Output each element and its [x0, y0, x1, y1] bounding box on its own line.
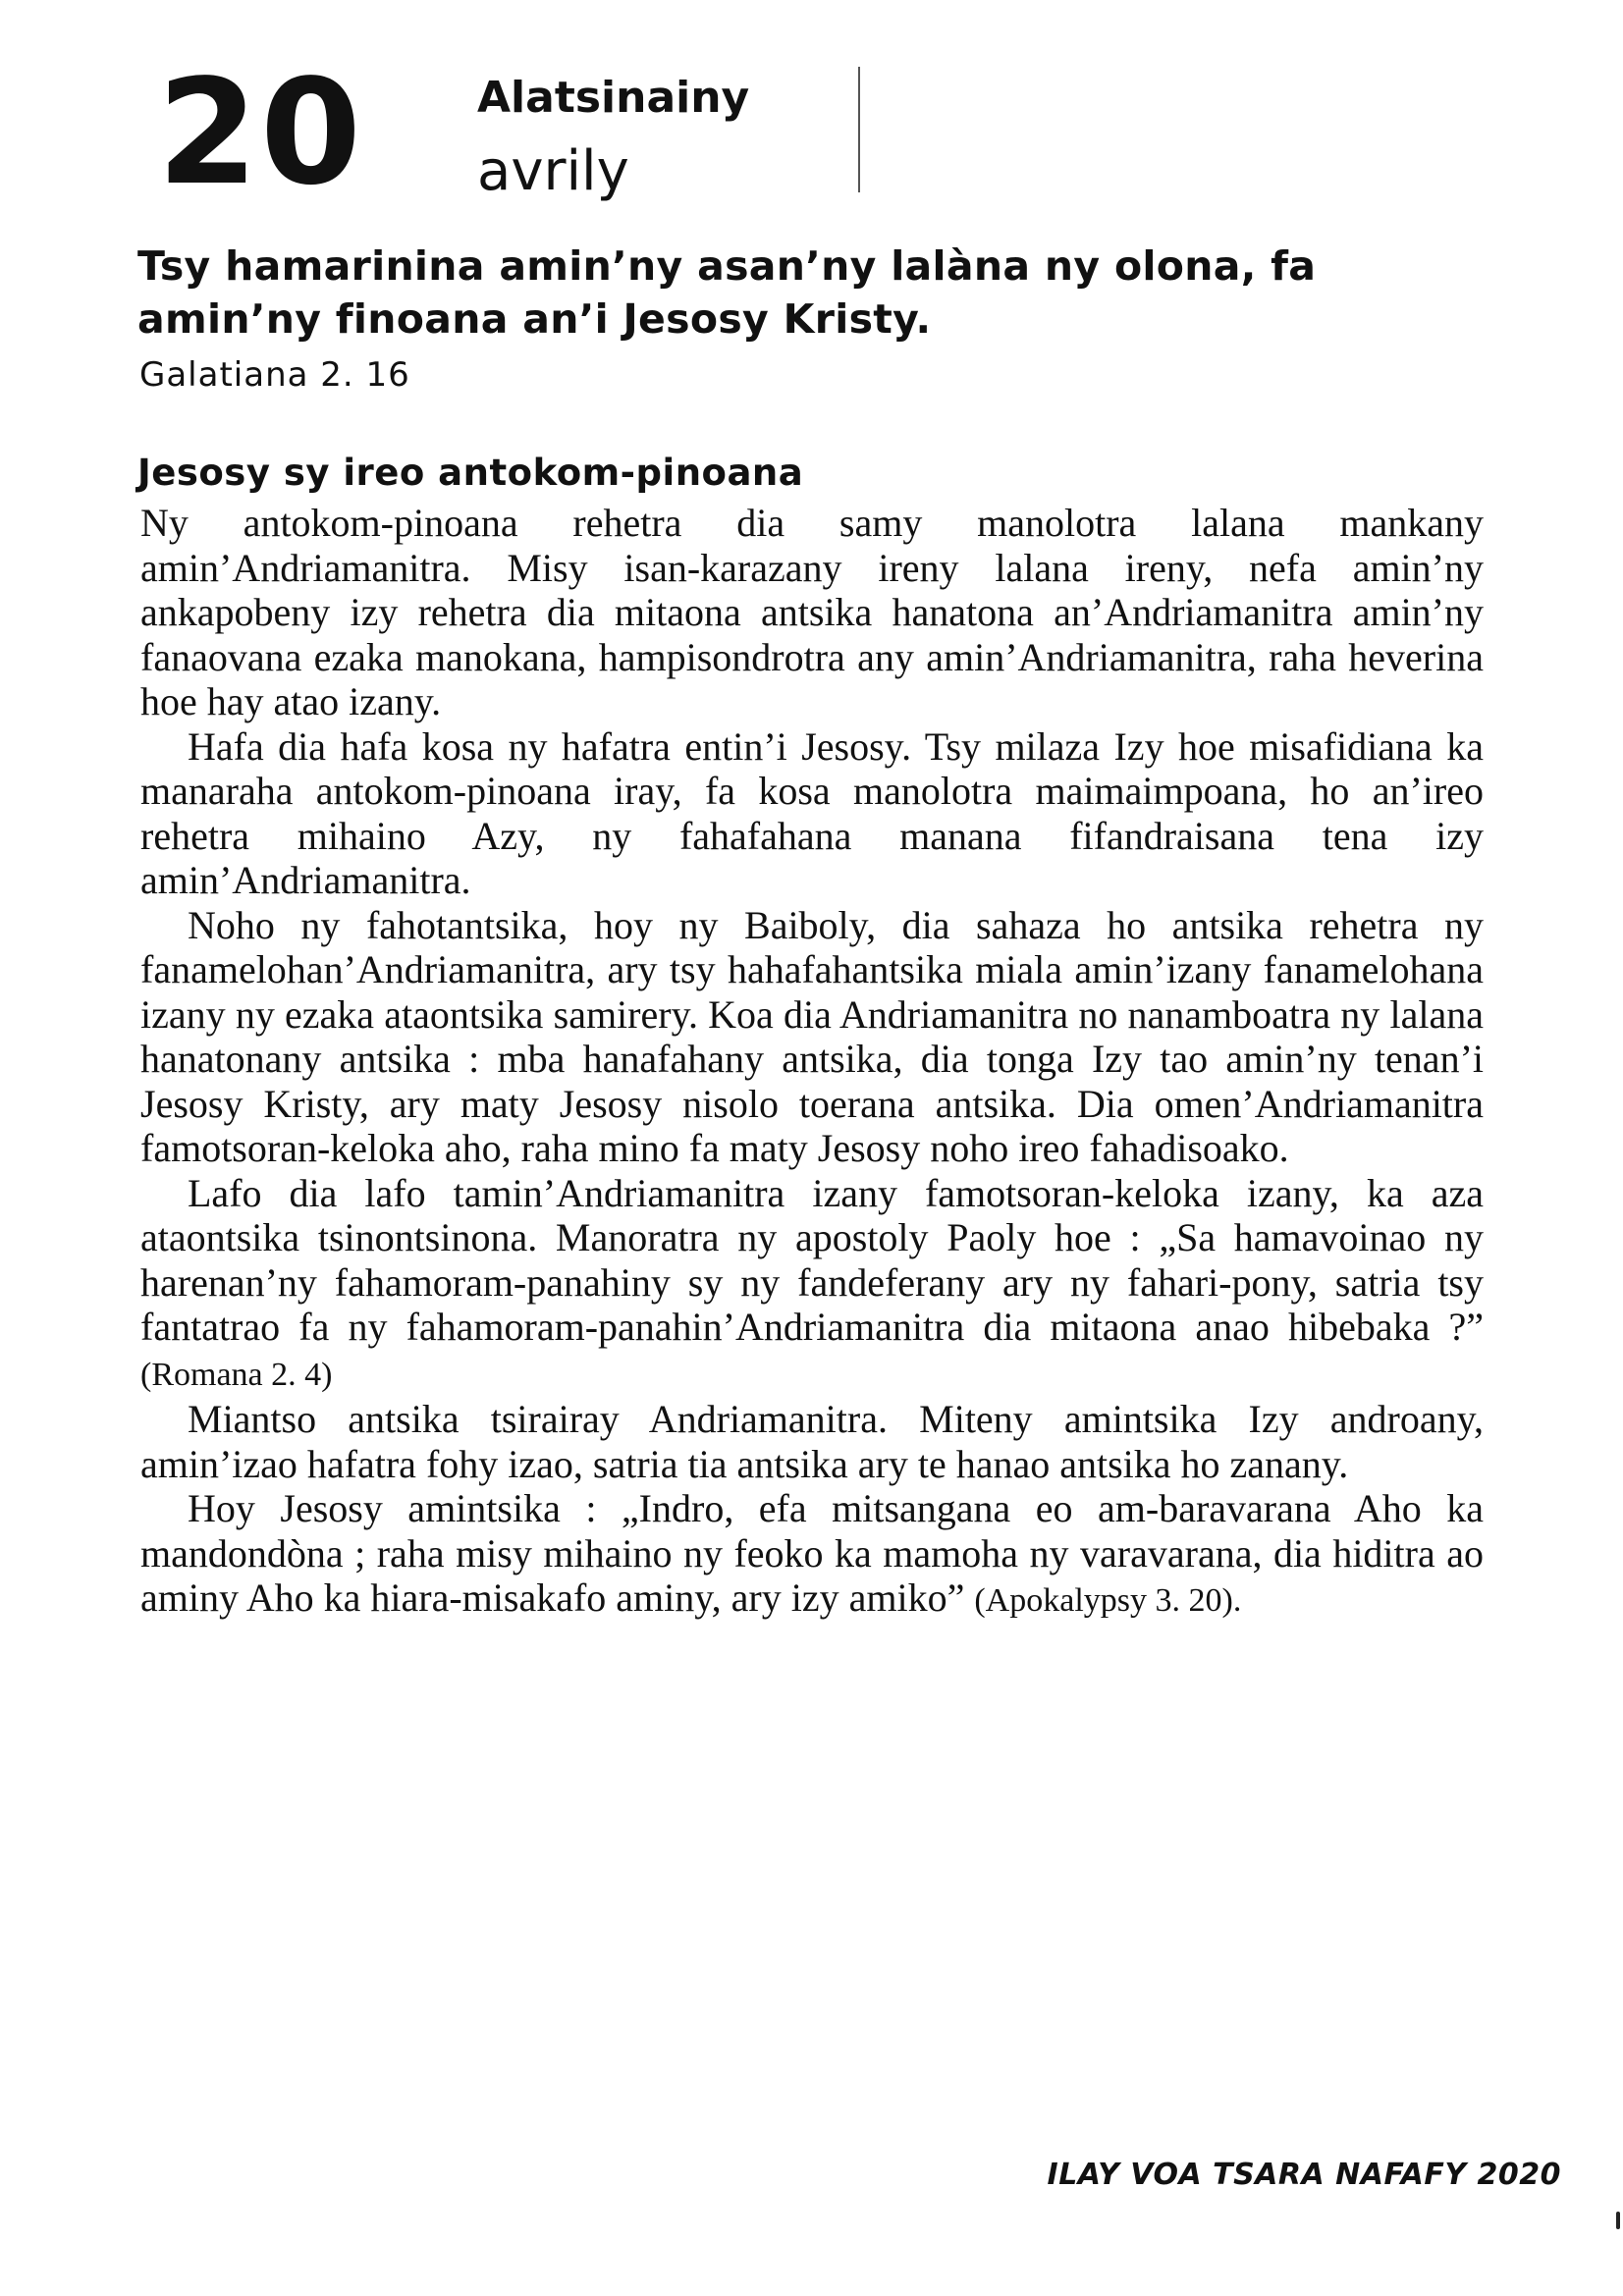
daily-verse: Tsy hamarinina amin’ny asan’ny lalàna ny olona, fa amin’ny finoana an’i Jesosy Kristy.	[137, 242, 1317, 343]
devotion-body	[140, 501, 1484, 1624]
scripture-reference: (Apokalypsy 3. 20).	[974, 1582, 1242, 1619]
paragraph-text: Noho ny fahotantsika, hoy ny Baiboly, dia sahaza ho antsika rehetra ny fanamelohan’Andriamanitra, ary tsy hahafahantsika miala amin’izany fanamelohana izany ny ezaka ataontsika samirery. Koa dia Andriamanitra no nanamboatra ny lalana hanatonany antsika : mba hanafahany antsika, dia tonga Izy tao amin’ny tenan’i Jesosy Kristy, ary maty Jesosy nisolo toerana antsika. Dia omen’Andriamanitra famotsoran-keloka aho, raha mino fa maty Jesosy noho ireo fahadisoako.	[140, 902, 1484, 1170]
devotion-title: Jesosy sy ireo antokom-pinoana	[137, 452, 804, 494]
paragraph	[140, 724, 1484, 903]
paragraph	[140, 501, 1484, 724]
paragraph-text: Ny antokom-pinoana rehetra dia samy manolotra lalana mankany amin’Andriamanitra. Misy isan-karazany ireny lalana ireny, nefa amin’ny ankapobeny izy rehetra dia mitaona antsika hanatona an’Andriamanitra amin’ny fanaovana ezaka manokana, hampisondrotra any amin’Andriamanitra, raha heverina hoe hay atao izany.	[140, 501, 1484, 723]
paragraph-text: Hafa dia hafa kosa ny hafatra entin’i Jesosy. Tsy milaza Izy hoe misafidiana ka manaraha antokom-pinoana iray, fa kosa manolotra maimaimpoana, ho an’ireo rehetra mihaino Azy, ny fahafahana manana fifandraisana tena izy amin’Andriamanitra.	[140, 723, 1484, 902]
weekday-label: Alatsinainy	[477, 73, 750, 123]
header-divider	[858, 67, 860, 192]
date-header	[157, 48, 864, 217]
verse-reference: Galatiana 2. 16	[139, 355, 410, 395]
month-label: avrily	[477, 139, 629, 203]
scripture-reference: (Romana 2. 4)	[140, 1356, 333, 1393]
paragraph	[140, 1486, 1484, 1624]
day-number: 20	[157, 48, 363, 217]
paragraph	[140, 1397, 1484, 1486]
page-edge-mark	[1616, 2212, 1620, 2229]
paragraph-text: Lafo dia lafo tamin’Andriamanitra izany famotsoran-keloka izany, ka aza ataontsika tsinontsinona. Manoratra ny apostoly Paoly hoe : „Sa hamavoinao ny harenan’ny fahamoram-panahiny sy ny fandeferany ary ny fahari-pony, satria tsy fantatrao fa ny fahamoram-panahin’Andriamanitra dia mitaona anao hibebaka ?”	[140, 1170, 1484, 1349]
paragraph-text: Hoy Jesosy amintsika : „Indro, efa mitsangana eo am-baravarana Aho ka mandondòna ; raha misy mihaino ny feoko ka mamoha ny varavarana, dia hiditra ao aminy Aho ka hiara-misakafo aminy, ary izy amiko”	[140, 1486, 1484, 1620]
paragraph	[140, 903, 1484, 1171]
paragraph-text: Miantso antsika tsirairay Andriamanitra. Miteny amintsika Izy androany, amin’izao hafatra fohy izao, satria tia antsika ary te hanao antsika ho zanany.	[140, 1397, 1484, 1486]
paragraph	[140, 1171, 1484, 1398]
publication-footer: ILAY VOA TSARA NAFAFY 2020	[1047, 2158, 1561, 2192]
